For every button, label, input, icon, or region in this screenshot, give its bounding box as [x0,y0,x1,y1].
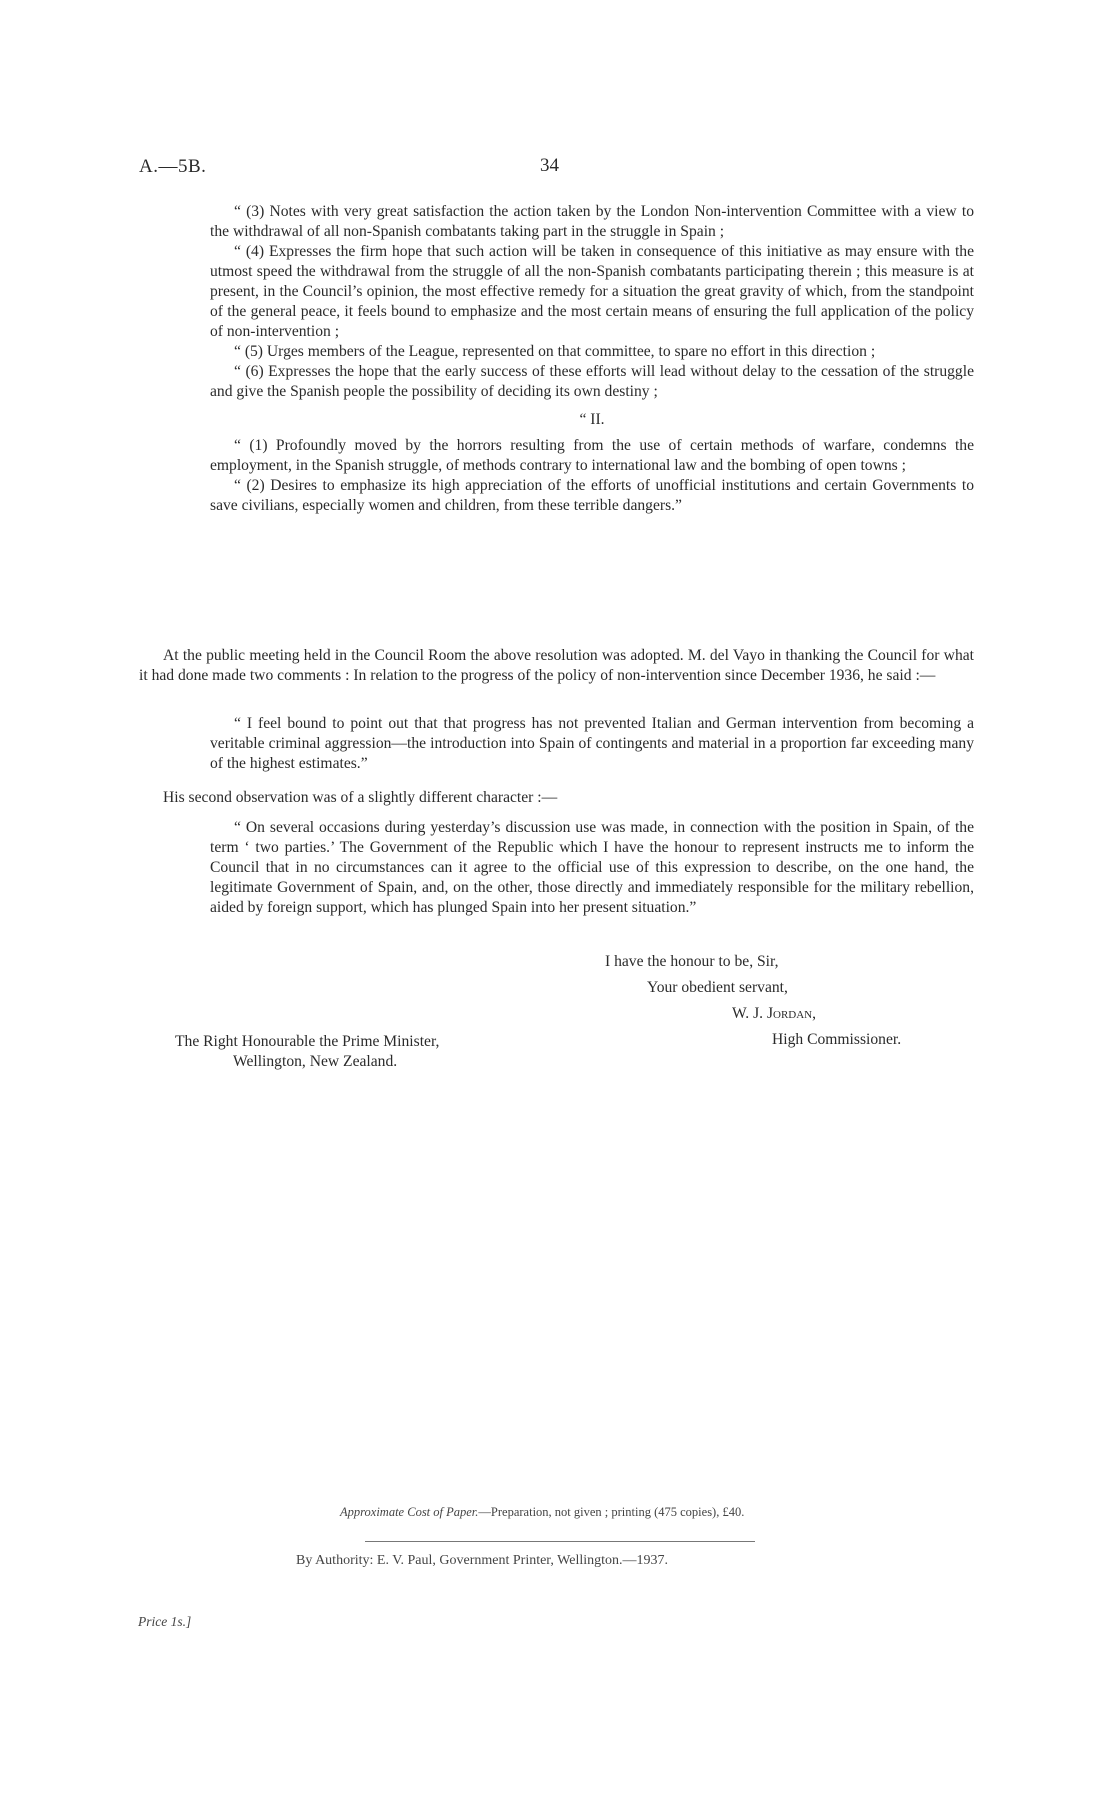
closing-line-2: Your obedient servant, [647,979,788,996]
cost-text: —Preparation, not given ; printing (475 copies), £40. [478,1505,745,1519]
addressee-line-1: The Right Honourable the Prime Minister, [175,1033,440,1050]
addressee-line-2: Wellington, New Zealand. [233,1053,398,1070]
signatory-name: W. J. Jordan, [732,1005,817,1022]
narrative-text-2: His second observation was of a slightly different character :— [163,789,558,806]
closing-line-1: I have the honour to be, Sir, [605,953,779,970]
resolution-clause-3: “ (3) Notes with very great satisfaction the action taken by the London Non-intervention Committee with a view to the withdrawal of all non-Spanish combatants taking part in the struggle in Spain ; [210,203,974,240]
quotation-1 [210,714,974,774]
resolution-clause-6: “ (6) Expresses the hope that the early success of these efforts will lead without delay to the cessation of the struggle and give the Spanish people the possibility of deciding its own destiny ; [210,363,974,400]
quotation-2 [210,818,974,918]
resolution-part-one [210,202,974,516]
resolution-ii-clause-1: “ (1) Profoundly moved by the horrors resulting from the use of certain methods of warfare, condemns the employment, in the Spanish struggle, of methods contrary to international law and the bombing of open towns ; [210,437,974,474]
narrative-paragraph-2 [139,788,974,808]
price-note: Price 1s.] [138,1614,192,1629]
cost-label: Approximate Cost of Paper. [340,1505,479,1519]
paper-code: A.—5B. [139,156,207,177]
cost-note [340,1505,744,1520]
section-heading: “ II. [579,411,605,428]
narrative-paragraph-1 [139,646,974,686]
resolution-clause-4: “ (4) Expresses the firm hope that such action will be taken in consequence of this initiative as may ensure with the utmost speed the withdrawal from the struggle of all the non-Spanish combatants participating therein ; this measure is at present, in the Council’s opinion, the most effective remedy for a situation the great gravity of which, from the standpoint of the general peace, it feels bound to emphasize and the most certain means of ensuring the full application of the policy of non-intervention ; [210,243,974,340]
footer-divider [365,1541,755,1542]
quotation-text-1: “ I feel bound to point out that that progress has not prevented Italian and German intervention from becoming a veritable criminal aggression—the introduction into Spain of contingents and material in a proportion far exceeding many of the highest estimates.” [210,715,974,772]
printer-authority: By Authority: E. V. Paul, Government Printer, Wellington.—1937. [296,1553,669,1568]
resolution-ii-clause-2: “ (2) Desires to emphasize its high appreciation of the efforts of unofficial institutions and certain Governments to save civilians, especially women and children, from these terrible dangers.” [210,477,974,514]
quotation-text-2: “ On several occasions during yesterday’s discussion use was made, in connection with the position in Spain, of the term ‘ two parties.’ The Government of the Republic which I have the honour to represent instructs me to inform the Council that in no circumstances can it agree to the official use of this expression to describe, on the one hand, the legitimate Government of Spain, and, on the other, those directly and immediately responsible for the military rebellion, aided by foreign support, which has plunged Spain into her present situation.” [210,819,974,916]
signatory-title: High Commissioner. [772,1031,902,1048]
page-number: 34 [540,155,559,176]
resolution-clause-5: “ (5) Urges members of the League, represented on that committee, to spare no effort in this direction ; [234,343,876,360]
narrative-text-1: At the public meeting held in the Council Room the above resolution was adopted. M. del Vayo in thanking the Council for what it had done made two comments : In relation to the progress of the policy of non-intervention since December 1936, he said :— [139,647,974,684]
